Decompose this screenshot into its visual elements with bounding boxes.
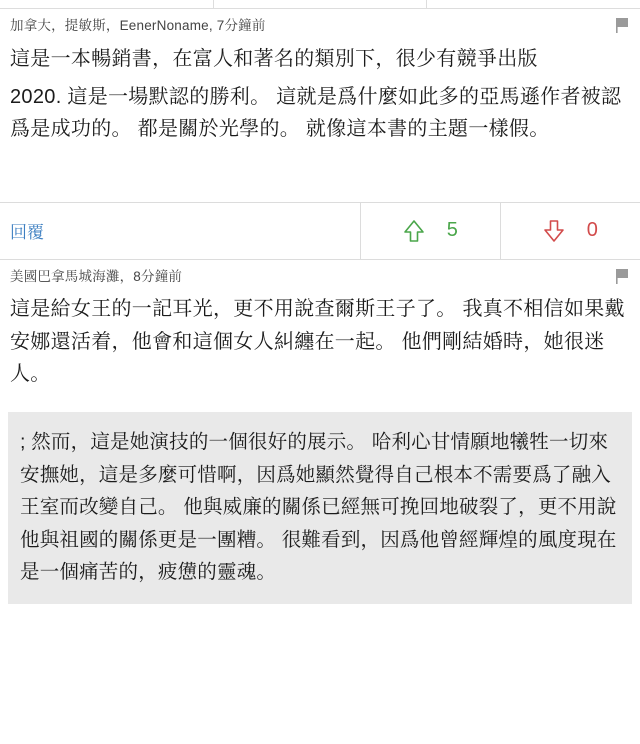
quoted-comment-block <box>8 412 632 604</box>
comment-body <box>10 293 630 390</box>
comment-meta <box>10 9 630 35</box>
comment-action-bar <box>0 202 640 260</box>
downvote-count: 0 <box>586 219 599 242</box>
comment-author-location-time: 加拿大，提敏斯，EenerNoname, 7分鐘前 <box>10 18 266 33</box>
upvote-count: 5 <box>446 219 459 242</box>
comment-paragraph: 這是一本暢銷書，在富人和著名的類別下，很少有競爭出版 <box>10 47 538 70</box>
previous-comment-action-bar <box>0 0 640 9</box>
downvote-button[interactable] <box>500 203 640 259</box>
flag-icon[interactable] <box>616 269 630 284</box>
arrow-up-icon <box>403 219 425 243</box>
previous-downvote-cell[interactable] <box>426 0 640 8</box>
comment-author-location-time: 美國巴拿馬城海灘，8分鐘前 <box>10 268 183 284</box>
comment-item <box>0 260 640 391</box>
reply-button[interactable] <box>0 203 360 259</box>
comment-item <box>0 9 640 146</box>
arrow-down-icon <box>543 219 565 243</box>
previous-reply-cell[interactable] <box>0 0 213 8</box>
comment-body <box>10 43 630 146</box>
quoted-comment-text: ; 然而，這是她演技的一個很好的展示。 哈利心甘情願地犧牲一切來安撫她，這是多麼可惜啊，因爲她顯然覺得自己根本不需要爲了融入王室而改變自己。 他與威廉的關係已經無可挽回地破裂了，更不用說他與祖國的關係更是一團糟。 很難看到，因爲他曾經輝煌的風度現在是一個痛苦的，疲憊的靈魂。 <box>20 431 617 583</box>
spacer <box>0 146 640 202</box>
comment-paragraph: 這是給女王的一記耳光，更不用說查爾斯王子了。 我真不相信如果戴安娜還活着，他會和這個女人糾纏在一起。 他們剛結婚時，她很迷人。 <box>10 298 625 386</box>
reply-label: 回覆 <box>10 223 44 243</box>
comment-paragraph: 2020. 這是一場默認的勝利。 這就是爲什麼如此多的亞馬遜作者被認爲是成功的。 都是關於光學的。 就像這本書的主題一樣假。 <box>10 85 622 141</box>
flag-icon[interactable] <box>616 18 630 33</box>
upvote-button[interactable] <box>360 203 500 259</box>
comment-meta <box>10 260 630 286</box>
previous-upvote-cell[interactable] <box>213 0 427 8</box>
